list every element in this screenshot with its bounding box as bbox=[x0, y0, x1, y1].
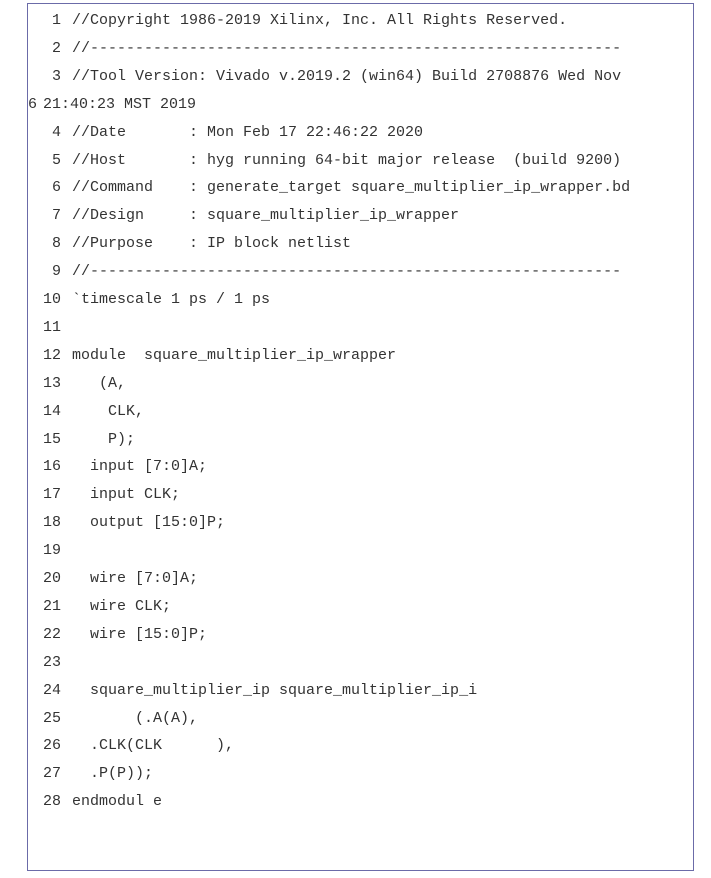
line-number: 2 bbox=[51, 39, 61, 57]
line-text: input [7:0]A; bbox=[72, 458, 208, 476]
code-line bbox=[28, 370, 126, 398]
code-line bbox=[28, 649, 72, 677]
code-line bbox=[28, 286, 270, 314]
line-text: (A, bbox=[72, 374, 127, 392]
code-line bbox=[28, 91, 196, 119]
line-number: 19 bbox=[42, 542, 61, 560]
line-number: 10 bbox=[42, 291, 61, 308]
line-number: 5 bbox=[51, 151, 61, 169]
code-line bbox=[28, 342, 396, 370]
line-text: module square_multiplier_ip_wrapper bbox=[72, 346, 397, 364]
line-number: 16 bbox=[42, 458, 61, 476]
line-text: endmodul e bbox=[72, 793, 163, 811]
line-number: 20 bbox=[42, 570, 61, 587]
line-text: output [15:0]P; bbox=[72, 514, 226, 532]
code-line bbox=[28, 174, 630, 202]
line-number: 4 bbox=[51, 123, 61, 141]
line-number: 27 bbox=[42, 765, 61, 783]
line-text: //Command : generate_target square_multiplier_ip_wrapper.bd bbox=[72, 179, 631, 197]
line-text: //Host : hyg running 64-bit major release (build 9200) bbox=[72, 151, 622, 169]
line-text: wire CLK; bbox=[72, 597, 172, 615]
line-number: 11 bbox=[42, 318, 61, 336]
line-number: 21 bbox=[42, 597, 61, 615]
code-line bbox=[28, 621, 207, 649]
line-text: input CLK; bbox=[72, 486, 181, 504]
line-number: 17 bbox=[42, 486, 61, 504]
line-number: 7 bbox=[51, 207, 61, 225]
line-number: 23 bbox=[42, 653, 61, 671]
code-line bbox=[28, 732, 234, 760]
code-line bbox=[28, 453, 207, 481]
line-text: square_multiplier_ip square_multiplier_ip_i bbox=[72, 681, 478, 699]
line-number: 1 bbox=[51, 12, 61, 29]
line-text: //Purpose : IP block netlist bbox=[72, 235, 352, 253]
code-line bbox=[28, 202, 459, 230]
line-number: 14 bbox=[42, 402, 61, 420]
line-text: //Tool Version: Vivado v.2019.2 (win64) Build 2708876 Wed Nov bbox=[72, 67, 622, 85]
code-line bbox=[28, 760, 153, 788]
line-text: //----------------------------------------------------------- bbox=[72, 39, 622, 57]
line-number: 12 bbox=[42, 346, 61, 364]
line-number: 6 bbox=[28, 95, 38, 113]
line-number: 24 bbox=[42, 681, 61, 699]
code-line bbox=[28, 565, 198, 593]
code-line bbox=[28, 426, 135, 454]
code-line bbox=[28, 7, 567, 35]
line-number: 13 bbox=[42, 374, 61, 392]
code-line bbox=[28, 63, 621, 91]
line-number: 22 bbox=[42, 625, 61, 643]
line-text: //Date : Mon Feb 17 22:46:22 2020 bbox=[72, 123, 424, 141]
line-text: //Copyright 1986-2019 Xilinx, Inc. All Rights Reserved. bbox=[72, 12, 568, 29]
code-line bbox=[28, 677, 477, 705]
code-line bbox=[28, 537, 72, 565]
line-number: 28 bbox=[42, 793, 61, 811]
line-text: wire [15:0]P; bbox=[72, 625, 208, 643]
line-text: CLK, bbox=[72, 402, 145, 420]
code-line bbox=[28, 314, 72, 342]
line-number: 15 bbox=[42, 430, 61, 448]
code-line bbox=[28, 593, 171, 621]
code-line bbox=[28, 147, 621, 175]
code-line bbox=[28, 230, 351, 258]
code-line bbox=[28, 481, 180, 509]
line-number: 6 bbox=[51, 179, 61, 197]
line-text: 21:40:23 MST 2019 bbox=[43, 95, 197, 113]
line-text: P); bbox=[72, 430, 136, 448]
line-number: 8 bbox=[51, 235, 61, 253]
code-line bbox=[28, 509, 225, 537]
line-text: .P(P)); bbox=[72, 765, 154, 783]
code-listing bbox=[27, 3, 694, 871]
line-number: 3 bbox=[51, 67, 61, 85]
code-line bbox=[28, 119, 423, 147]
code-line bbox=[28, 35, 621, 63]
line-number: 25 bbox=[42, 709, 61, 727]
line-text: wire [7:0]A; bbox=[72, 570, 199, 587]
line-text: //----------------------------------------------------------- bbox=[72, 263, 622, 281]
code-line bbox=[28, 788, 162, 816]
code-line bbox=[28, 398, 144, 426]
line-number: 9 bbox=[51, 263, 61, 281]
line-text: .CLK(CLK ), bbox=[72, 737, 235, 755]
line-number: 18 bbox=[42, 514, 61, 532]
line-text: `timescale 1 ps / 1 ps bbox=[72, 291, 271, 308]
code-line bbox=[28, 258, 621, 286]
line-text: (.A(A), bbox=[72, 709, 199, 727]
line-number: 26 bbox=[42, 737, 61, 755]
line-text: //Design : square_multiplier_ip_wrapper bbox=[72, 207, 460, 225]
code-line bbox=[28, 705, 198, 733]
